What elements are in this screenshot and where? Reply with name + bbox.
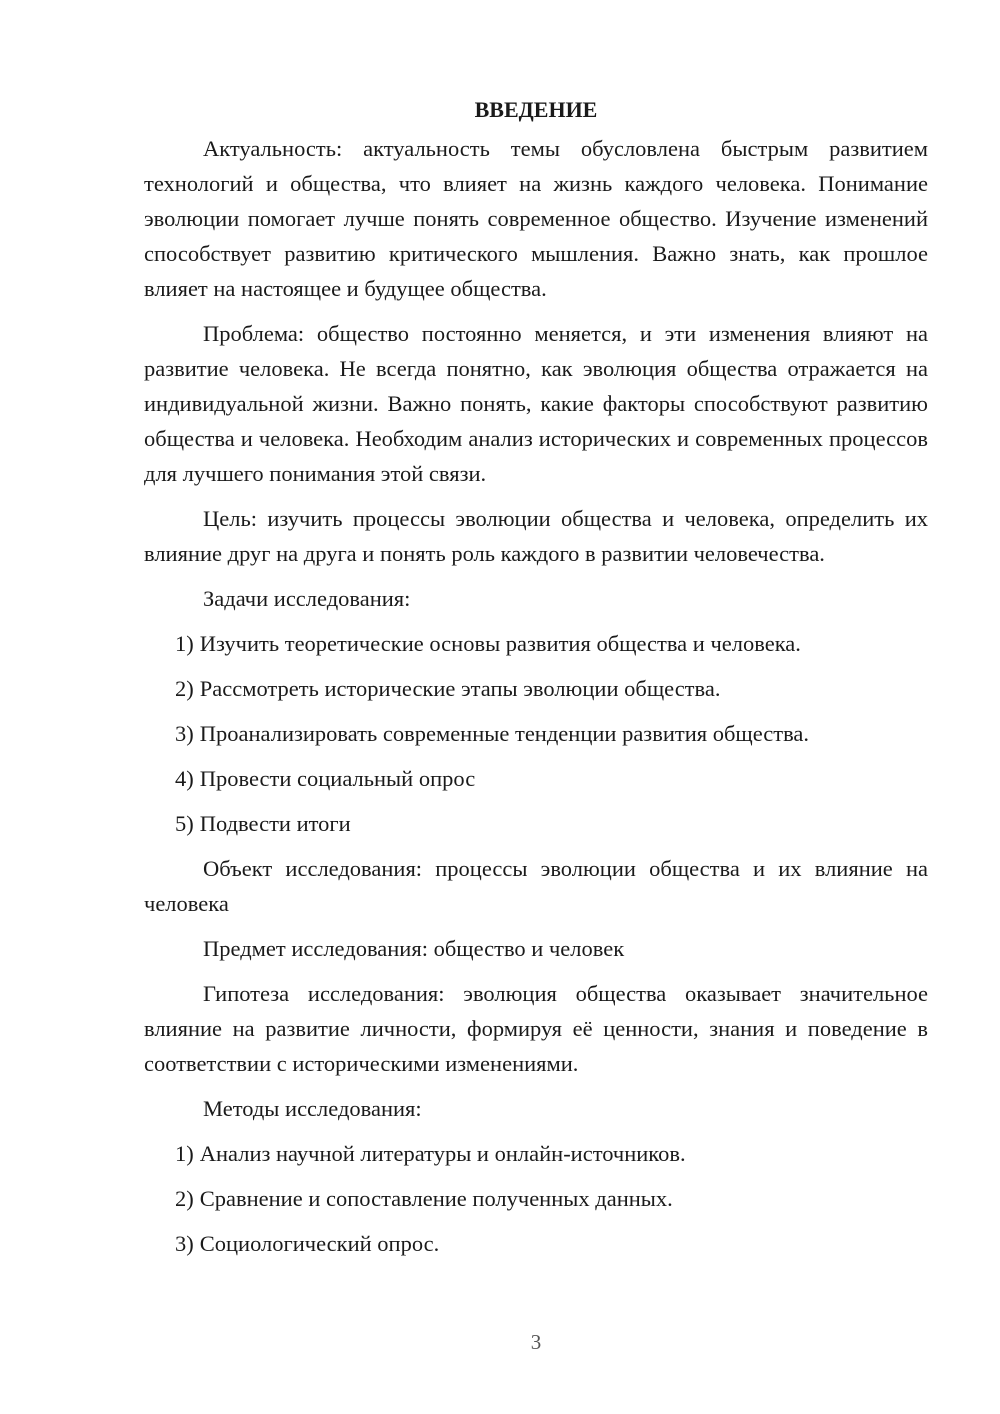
tasks-label: Задачи исследования: <box>203 586 411 611</box>
method-number: 2) <box>175 1186 194 1211</box>
relevance-paragraph: Актуальность: актуальность темы обусловлена быстрым развитием технологий и общества, что влияет на жизнь каждого человека. Понимание эволюции помогает лучше понять современное общество. Изучение изменений способствует развитию критического мышления. Важно знать, как прошлое влияет на настоящее и будущее общества. <box>144 136 928 301</box>
page-content <box>144 94 928 1271</box>
task-item <box>144 761 928 796</box>
method-text: Социологический опрос. <box>199 1231 440 1256</box>
task-item <box>144 626 928 661</box>
task-text: Изучить теоретические основы развития общества и человека. <box>199 631 801 656</box>
task-text: Проанализировать современные тенденции развития общества. <box>199 721 810 746</box>
task-text: Подвести итоги <box>199 811 351 836</box>
task-text: Провести социальный опрос <box>199 766 476 791</box>
page-title: ВВЕДЕНИЕ <box>474 97 598 122</box>
page-number: 3 <box>530 1330 542 1354</box>
task-item <box>144 806 928 841</box>
task-number: 3) <box>175 721 194 746</box>
hypothesis-paragraph: Гипотеза исследования: эволюция общества оказывает значительное влияние на развитие личности, формируя её ценности, знания и поведение в соответствии с историческими изменениями. <box>144 981 928 1076</box>
task-text: Рассмотреть исторические этапы эволюции общества. <box>199 676 721 701</box>
task-number: 4) <box>175 766 194 791</box>
subject-paragraph: Предмет исследования: общество и человек <box>203 936 625 961</box>
methods-label: Методы исследования: <box>203 1096 422 1121</box>
task-item <box>144 671 928 706</box>
method-number: 1) <box>175 1141 194 1166</box>
method-item <box>144 1136 928 1171</box>
method-text: Сравнение и сопоставление полученных данных. <box>199 1186 673 1211</box>
method-item <box>144 1181 928 1216</box>
task-number: 1) <box>175 631 194 656</box>
task-number: 2) <box>175 676 194 701</box>
object-paragraph: Объект исследования: процессы эволюции общества и их влияние на человека <box>144 856 928 916</box>
task-item <box>144 716 928 751</box>
task-number: 5) <box>175 811 194 836</box>
goal-paragraph: Цель: изучить процессы эволюции общества и человека, определить их влияние друг на друга и понять роль каждого в развитии человечества. <box>144 506 928 566</box>
problem-paragraph: Проблема: общество постоянно меняется, и эти изменения влияют на развитие человека. Не всегда понятно, как эволюция общества отражается на индивидуальной жизни. Важно понять, какие факторы способствуют развитию общества и человека. Необходим анализ исторических и современных процессов для лучшего понимания этой связи. <box>144 321 928 486</box>
method-text: Анализ научной литературы и онлайн-источников. <box>199 1141 686 1166</box>
method-item <box>144 1226 928 1261</box>
method-number: 3) <box>175 1231 194 1256</box>
